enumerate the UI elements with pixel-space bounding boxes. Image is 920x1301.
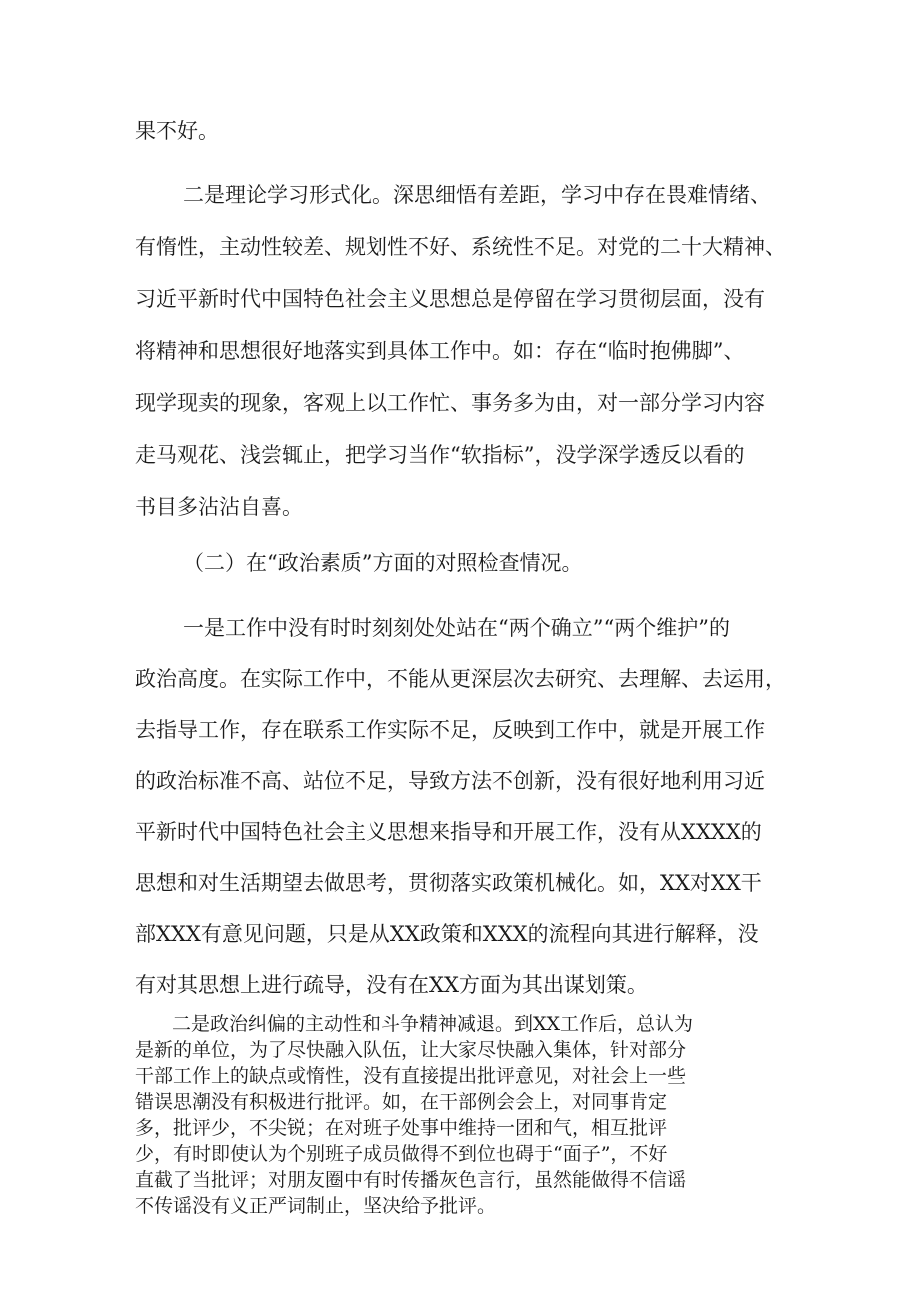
struggle-line: 多，批评少，不尖锐；在对班子处事中维持一团和气，相互批评	[135, 1117, 668, 1139]
theory-line: 习近平新时代中国特色社会主义思想总是停留在学习贯彻层面，没有	[135, 287, 765, 311]
struggle-line: 少，有时即使认为个别班子成员做得不到位也碍于“面子”，不好	[135, 1143, 668, 1165]
section-heading-political: （二）在“政治素质”方面的对照检查情况。	[183, 551, 583, 575]
political-height-line: 一是工作中没有时时刻刻处处站在“两个确立”“两个维护”的	[183, 616, 730, 640]
struggle-line: 二是政治纠偏的主动性和斗争精神减退。到XX工作后，总认为	[172, 1013, 694, 1035]
struggle-line: 直截了当批评；对朋友圈中有时传播灰色言行，虽然能做得不信谣	[135, 1169, 687, 1191]
struggle-line: 是新的单位，为了尽快融入队伍，让大家尽快融入集体，针对部分	[135, 1039, 687, 1061]
struggle-line: 干部工作上的缺点或惰性，没有直接提出批评意见，对社会上一些	[135, 1065, 687, 1087]
political-height-line: 平新时代中国特色社会主义思想来指导和开展工作，没有从XXXX的	[135, 820, 762, 844]
paragraph-continuation: 果不好。	[135, 119, 219, 143]
political-height-line: 的政治标准不高、站位不足，导致方法不创新，没有很好地利用习近	[135, 769, 765, 793]
theory-line: 有惰性，主动性较差、规划性不好、系统性不足。对党的二十大精神、	[135, 235, 786, 259]
political-height-line: 政治高度。在实际工作中，不能从更深层次去研究、去理解、去运用，	[135, 667, 786, 691]
struggle-line: 不传谣没有义正严词制止，坚决给予批评。	[135, 1195, 497, 1217]
political-height-line: 思想和对生活期望去做思考，贯彻落实政策机械化。如，XX对XX干	[135, 871, 762, 895]
struggle-line: 错误思潮没有积极进行批评。如，在干部例会会上，对同事肯定	[135, 1091, 668, 1113]
political-height-line: 有对其思想上进行疏导，没有在XX方面为其出谋划策。	[135, 973, 648, 997]
theory-line: 书目多沾沾自喜。	[135, 495, 303, 519]
political-height-line: 去指导工作，存在联系工作实际不足，反映到工作中，就是开展工作	[135, 718, 765, 742]
theory-line: 现学现卖的现象，客观上以工作忙、事务多为由，对一部分学习内容	[135, 391, 765, 415]
theory-line: 走马观花、浅尝辄止，把学习当作“软指标”，没学深学透反以看的	[135, 443, 745, 467]
theory-line: 将精神和思想很好地落实到具体工作中。如：存在“临时抱佛脚”、	[135, 339, 745, 363]
political-height-line: 部XXX有意见问题，只是从XX政策和XXX的流程向其进行解释，没	[135, 922, 759, 946]
theory-line: 二是理论学习形式化。深思细悟有差距，学习中存在畏难情绪、	[183, 183, 771, 207]
